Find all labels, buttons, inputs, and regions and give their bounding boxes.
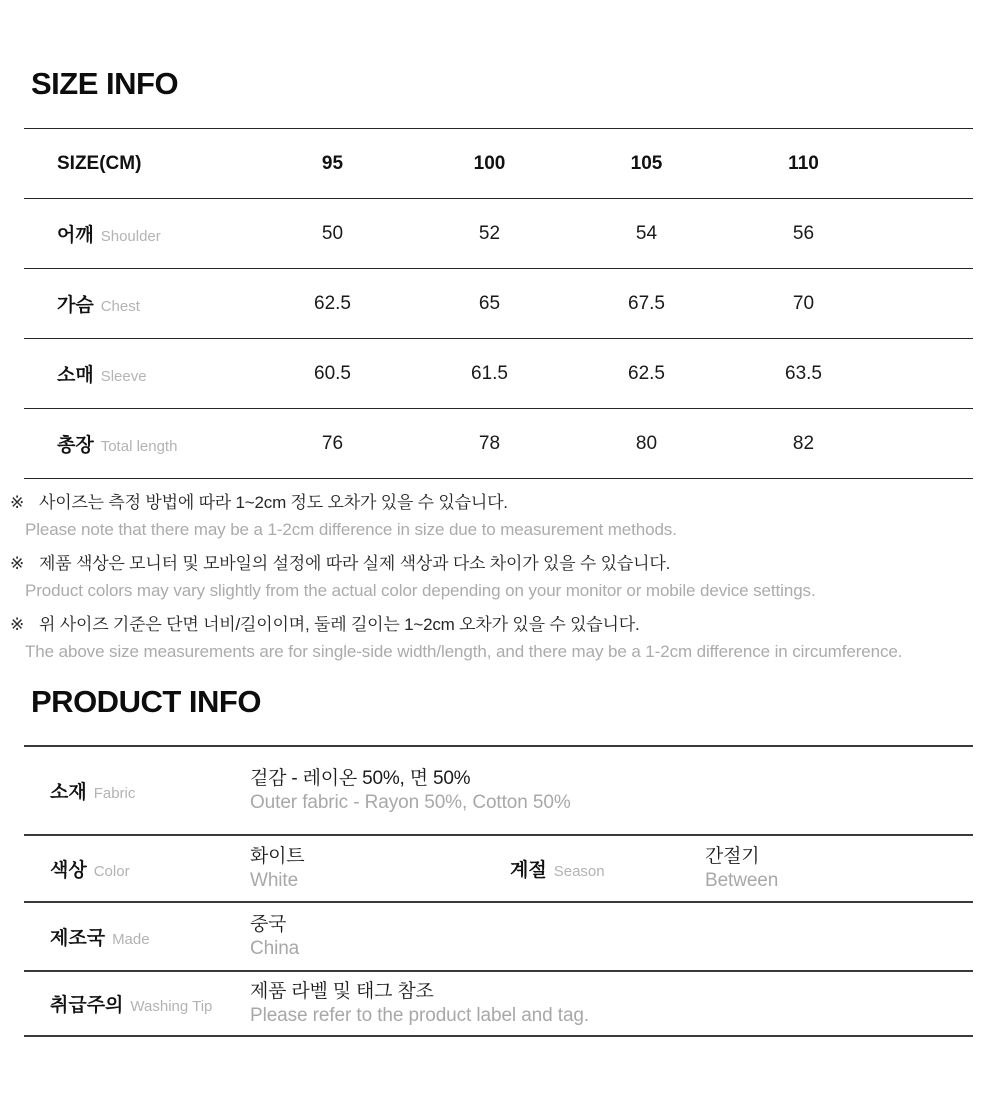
season-label-en: Season: [553, 863, 605, 880]
row-label-total-length: [24, 409, 254, 479]
cell-value: 62.5: [628, 362, 665, 384]
product-info-title: PRODUCT INFO: [31, 684, 261, 719]
made-value: [250, 902, 973, 971]
washing-label: [24, 971, 250, 1036]
note-measurement: [10, 489, 985, 543]
row-label-kr: 소매: [57, 365, 94, 386]
cell-value: 70: [792, 292, 815, 314]
cell-value: 82: [792, 432, 815, 454]
note-kr-text: 위 사이즈 기준은 단면 너비/길이이며, 둘레 길이는 1~2cm 오차가 있을 수 있습니다.: [39, 615, 640, 634]
fabric-value-en: Outer fabric - Rayon 50%, Cotton 50%: [250, 791, 571, 813]
row-label-kr: 어깨: [57, 225, 94, 246]
row-label-en: Total length: [100, 438, 178, 455]
cell-value: 52: [478, 222, 501, 244]
made-label-kr: 제조국: [50, 928, 106, 949]
reference-mark-icon: ※: [10, 493, 25, 512]
cell-value: 56: [792, 222, 815, 244]
row-label-shoulder: [24, 199, 254, 269]
row-label-chest: [24, 269, 254, 339]
note-kr-text: 제품 색상은 모니터 및 모바일의 설정에 따라 실제 색상과 다소 차이가 있을 수 있습니다.: [39, 554, 671, 573]
size-col-95: 95: [321, 152, 344, 174]
season-value-en: Between: [705, 869, 779, 891]
note-en-text: Product colors may vary slightly from the actual color depending on your monitor or mobile device settings.: [25, 581, 816, 600]
fabric-label-kr: 소재: [50, 782, 87, 803]
size-col-105: 105: [630, 152, 663, 174]
product-row-made: [24, 902, 973, 971]
color-value-en: White: [250, 869, 299, 891]
note-kr-line: [10, 489, 985, 516]
cell-value: 78: [478, 432, 501, 454]
filler-cell: [882, 129, 973, 199]
note-kr-text: 사이즈는 측정 방법에 따라 1~2cm 정도 오차가 있을 수 있습니다.: [39, 493, 508, 512]
reference-mark-icon: ※: [10, 554, 25, 573]
note-color-difference: [10, 550, 985, 604]
note-single-side: [10, 611, 985, 665]
filler-cell: [882, 409, 973, 479]
fabric-label: [24, 746, 250, 835]
washing-value-kr: 제품 라벨 및 태그 참조: [250, 980, 434, 1002]
cell-value: 80: [635, 432, 658, 454]
size-col-100: 100: [473, 152, 506, 174]
filler-cell: [882, 269, 973, 339]
season-value-kr: 간절기: [705, 845, 760, 867]
filler-cell: [882, 199, 973, 269]
cell-value: 76: [321, 432, 344, 454]
note-kr-line: [10, 550, 985, 577]
note-kr-line: [10, 611, 985, 638]
cell-value: 50: [321, 222, 344, 244]
cell-value: 60.5: [314, 362, 351, 384]
product-table: [24, 745, 973, 1037]
washing-label-kr: 취급주의: [50, 995, 124, 1016]
note-en-text: The above size measurements are for single-side width/length, and there may be a 1-2cm difference in circumference.: [25, 642, 903, 661]
cell-value: 65: [478, 292, 501, 314]
row-label-kr: 총장: [57, 435, 94, 456]
color-value: [250, 835, 510, 902]
size-row-chest: [24, 269, 973, 339]
size-col-110: 110: [788, 152, 819, 174]
fabric-value: [250, 746, 973, 835]
cell-value: 54: [635, 222, 658, 244]
row-label-sleeve: [24, 339, 254, 409]
row-label-en: Sleeve: [100, 368, 147, 385]
color-value-kr: 화이트: [250, 845, 305, 867]
cell-value: 62.5: [314, 292, 351, 314]
note-en-text: Please note that there may be a 1-2cm difference in size due to measurement methods.: [25, 520, 677, 539]
size-row-total-length: [24, 409, 973, 479]
filler-cell: [882, 339, 973, 409]
made-label-en: Made: [112, 931, 150, 948]
product-row-color-season: [24, 835, 973, 902]
row-label-en: Shoulder: [100, 228, 161, 245]
cell-value: 67.5: [628, 292, 665, 314]
row-label-kr: 가슴: [57, 295, 94, 316]
washing-value: [250, 971, 973, 1036]
product-row-fabric: [24, 746, 973, 835]
cell-value: 61.5: [471, 362, 508, 384]
size-table: [24, 128, 973, 479]
season-label-kr: 계절: [510, 860, 547, 881]
washing-label-en: Washing Tip: [130, 998, 213, 1015]
season-value: [705, 835, 973, 902]
size-info-title: SIZE INFO: [31, 66, 179, 101]
color-label: [24, 835, 250, 902]
made-value-kr: 중국: [250, 913, 287, 935]
size-notes: [10, 489, 985, 672]
product-table-container: [24, 745, 973, 1037]
washing-value-en: Please refer to the product label and tag.: [250, 1004, 590, 1026]
made-label: [24, 902, 250, 971]
product-row-washing-tip: [24, 971, 973, 1036]
size-table-header-row: [24, 129, 973, 199]
row-label-en: Chest: [100, 298, 140, 315]
size-table-container: [24, 128, 973, 479]
reference-mark-icon: ※: [10, 615, 25, 634]
color-label-en: Color: [93, 863, 130, 880]
size-row-shoulder: [24, 199, 973, 269]
size-cm-label: SIZE(CM): [57, 152, 142, 174]
size-header-label: [24, 129, 254, 199]
size-row-sleeve: [24, 339, 973, 409]
season-label: [510, 835, 705, 902]
color-label-kr: 색상: [50, 860, 87, 881]
cell-value: 63.5: [785, 362, 822, 384]
fabric-label-en: Fabric: [93, 785, 136, 802]
fabric-value-kr: 겉감 - 레이온 50%, 면 50%: [250, 767, 471, 789]
made-value-en: China: [250, 937, 300, 959]
